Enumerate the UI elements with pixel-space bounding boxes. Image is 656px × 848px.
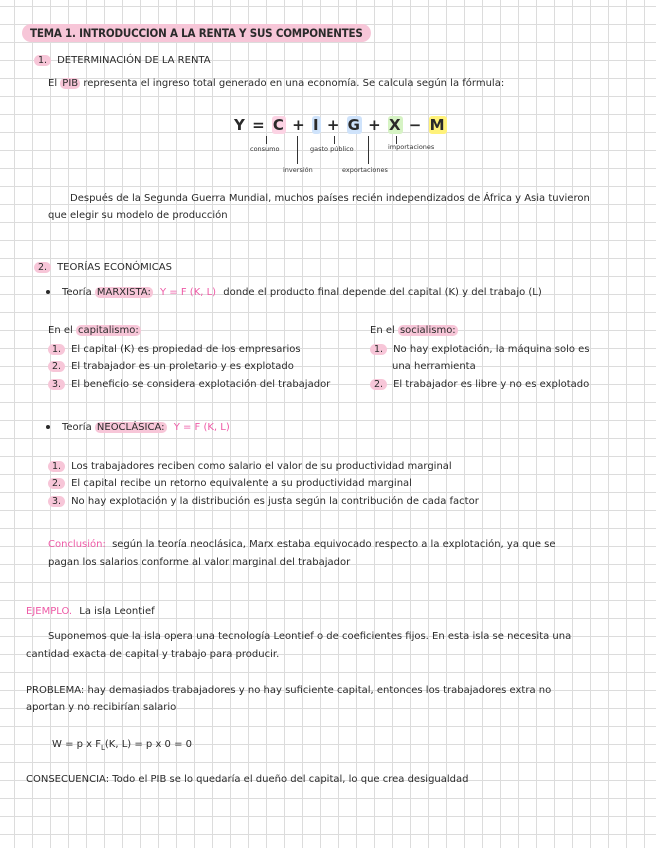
gdp-formula xyxy=(234,116,447,134)
wage-formula-pre: W = p x F xyxy=(52,739,101,750)
pib-intro-pre: El xyxy=(48,78,58,89)
consequence: CONSECUENCIA: Todo el PIB se lo quedaría el dueño del capital, lo que crea desigualdad xyxy=(26,774,469,785)
capitalism-label: capitalismo: xyxy=(77,325,139,336)
neoclassical-label: NEOCLÁSICA: xyxy=(96,422,165,433)
formula-c: C xyxy=(272,116,285,134)
formula-i: I xyxy=(312,116,320,134)
neoclassical-label-pre: Teoría xyxy=(62,422,92,433)
item-number: 2. xyxy=(48,478,65,489)
socialism-item xyxy=(370,344,590,355)
wage-formula-sub: L xyxy=(101,744,105,752)
section-1-title: DETERMINACIÓN DE LA RENTA xyxy=(57,55,211,66)
label-importaciones: importaciones xyxy=(388,143,435,151)
item-text: El capital recibe un retorno equivalente a su productividad marginal xyxy=(71,478,412,489)
conclusion-line-1 xyxy=(48,539,556,550)
conclusion-label: Conclusión: xyxy=(48,539,106,550)
item-number: 1. xyxy=(48,461,65,472)
socialism-item xyxy=(370,379,589,390)
neoclassical-theory xyxy=(46,422,230,433)
problem-line-1: PROBLEMA: hay demasiados trabajadores y no hay suficiente capital, entonces los trabajadores extra no xyxy=(26,685,552,696)
formula-eq: = xyxy=(252,116,266,134)
item-text: No hay explotación y la distribución es justa según la contribución de cada factor xyxy=(71,496,479,507)
section-1-number: 1. xyxy=(34,55,51,66)
connector-i xyxy=(297,136,298,164)
bullet-icon xyxy=(46,290,50,294)
problem-line-2: aportan y no recibirían salario xyxy=(26,702,177,713)
item-number: 2. xyxy=(48,361,65,372)
connector-x xyxy=(368,136,369,164)
marxist-label-pre: Teoría xyxy=(62,287,92,298)
item-text: El capital (K) es propiedad de los empresarios xyxy=(71,344,301,355)
marxist-desc: donde el producto final depende del capital (K) y del trabajo (L) xyxy=(223,287,542,298)
neoclassical-item xyxy=(48,478,412,489)
formula-m: M xyxy=(429,116,446,134)
bullet-icon xyxy=(46,425,50,429)
formula-x: X xyxy=(388,116,402,134)
connector-c xyxy=(266,136,267,144)
section-2-title: TEORÍAS ECONÓMICAS xyxy=(57,262,172,273)
example-p1-line-1: Suponemos que la isla opera una tecnología Leontief o de coeficientes fijos. En esta isla se necesita una xyxy=(48,631,572,642)
section-2-heading xyxy=(34,262,172,273)
formula-y: Y xyxy=(234,116,246,134)
item-text: Los trabajadores reciben como salario el valor de su productividad marginal xyxy=(71,461,452,472)
section-2-number: 2. xyxy=(34,262,51,273)
marxist-formula: Y = F (K, L) xyxy=(160,287,217,298)
item-number: 3. xyxy=(48,379,65,390)
capitalism-heading xyxy=(48,325,141,336)
socialism-item-continuation: una herramienta xyxy=(392,361,476,372)
wage-formula-post: (K, L) = p x 0 = 0 xyxy=(104,739,193,750)
socialism-label: socialismo: xyxy=(399,325,456,336)
example-heading xyxy=(26,606,155,617)
label-consumo: consumo xyxy=(250,145,280,153)
capitalism-item xyxy=(48,344,301,355)
neoclassical-item xyxy=(48,461,452,472)
formula-plus-3: + xyxy=(368,116,382,134)
capitalism-item xyxy=(48,361,294,372)
item-text: El trabajador es libre y no es explotado xyxy=(393,379,590,390)
page-title: TEMA 1. INTRODUCCION A LA RENTA Y SUS COMPONENTES xyxy=(22,24,371,42)
label-inversion: inversión xyxy=(283,166,313,174)
pib-intro-post: representa el ingreso total generado en una economía. Se calcula según la fórmula: xyxy=(83,78,505,89)
formula-g: G xyxy=(347,116,361,134)
item-number: 2. xyxy=(370,379,387,390)
example-title: La isla Leontief xyxy=(79,606,155,617)
conclusion-line-2: pagan los salarios conforme al valor marginal del trabajador xyxy=(48,557,351,568)
socialism-heading-pre: En el xyxy=(370,325,395,336)
capitalism-item xyxy=(48,379,330,390)
connector-g xyxy=(334,136,335,144)
item-text: No hay explotación, la máquina solo es xyxy=(393,344,590,355)
pib-highlight: PIB xyxy=(62,78,79,89)
example-p1-line-2: cantidad exacta de capital y trabajo para producir. xyxy=(26,649,280,660)
formula-minus: − xyxy=(408,116,423,134)
neoclassical-item xyxy=(48,496,479,507)
example-label: EJEMPLO. xyxy=(26,606,73,617)
section-1-heading xyxy=(34,55,211,66)
conclusion-text: según la teoría neoclásica, Marx estaba equivocado respecto a la explotación, ya que se xyxy=(112,539,556,550)
item-text: El beneficio se considera explotación del trabajador xyxy=(71,379,331,390)
formula-plus-1: + xyxy=(292,116,306,134)
pib-intro xyxy=(48,78,504,89)
marxist-theory xyxy=(46,287,542,298)
postwar-line-2: que elegir su modelo de producción xyxy=(48,210,228,221)
item-number: 1. xyxy=(370,344,387,355)
socialism-heading xyxy=(370,325,458,336)
label-gasto-publico: gasto público xyxy=(310,145,354,153)
postwar-line-1: Después de la Segunda Guerra Mundial, muchos países recién independizados de África y Asia tuvieron xyxy=(70,193,590,204)
item-number: 3. xyxy=(48,496,65,507)
marxist-label: MARXISTA: xyxy=(96,287,151,298)
wage-formula xyxy=(52,739,192,752)
label-exportaciones: exportaciones xyxy=(342,166,388,174)
item-text: El trabajador es un proletario y es explotado xyxy=(71,361,294,372)
item-number: 1. xyxy=(48,344,65,355)
formula-plus-2: + xyxy=(326,116,341,134)
capitalism-heading-pre: En el xyxy=(48,325,73,336)
neoclassical-formula: Y = F (K, L) xyxy=(173,422,230,433)
